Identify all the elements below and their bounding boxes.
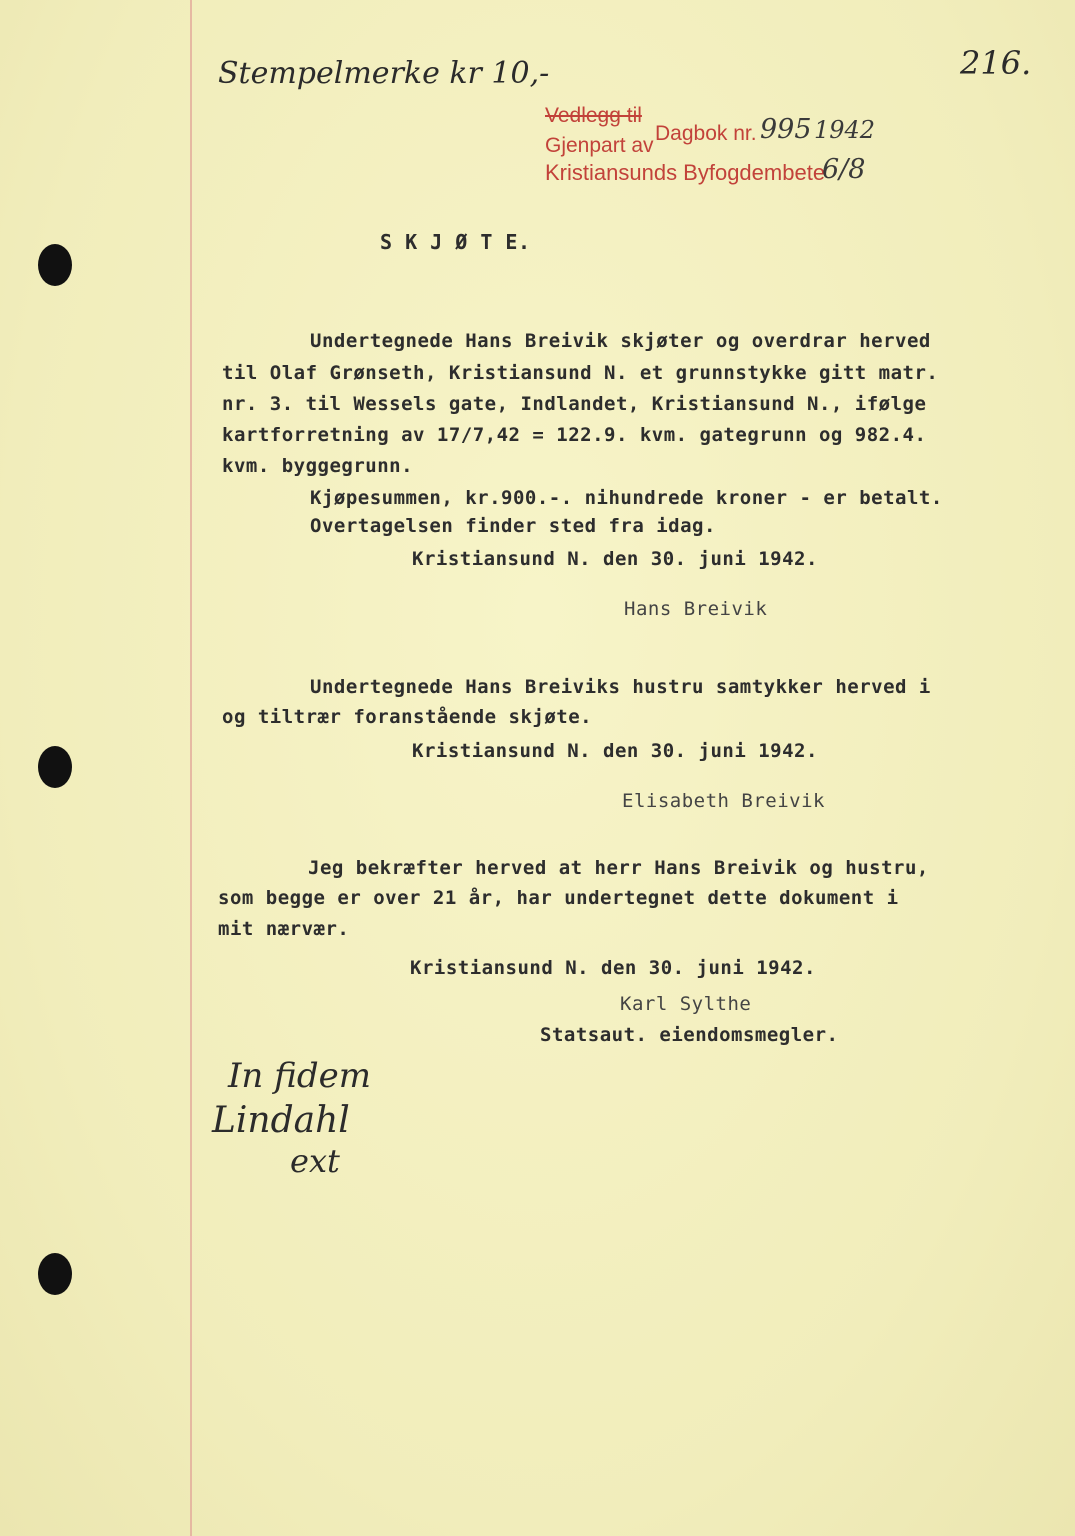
punch-hole (38, 1253, 72, 1295)
signature-broker-title: Statsaut. eiendomsmegler. (540, 1024, 839, 1046)
stamp-dagbok-label: Dagbok nr. (655, 122, 757, 145)
stamp-struck-text: Vedlegg til (545, 104, 642, 127)
stamp-journal-number: 995 (760, 114, 812, 145)
signature-seller: Hans Breivik (624, 598, 768, 620)
body-line: Undertegnede Hans Breivik skjøter og overdrar herved (310, 330, 931, 352)
date-line: Kristiansund N. den 30. juni 1942. (410, 957, 816, 979)
consent-line: og tiltrær foranstående skjøte. (222, 706, 593, 728)
stamp-duty-note: Stempelmerke kr 10,- (218, 56, 550, 91)
witness-line: som begge er over 21 år, har undertegnet dette dokument i (218, 887, 899, 909)
consent-line: Undertegnede Hans Breiviks hustru samtykker herved i (310, 676, 931, 698)
body-line: nr. 3. til Wessels gate, Indlandet, Kristiansund N., ifølge (222, 393, 927, 415)
page-number: 216. (960, 44, 1032, 82)
date-line: Kristiansund N. den 30. juni 1942. (412, 548, 818, 570)
fidem-line: In fidem (228, 1056, 371, 1096)
stamp-office: Kristiansunds Byfogdembete (545, 160, 826, 185)
witness-line: Jeg bekræfter herved at herr Hans Breivik og hustru, (308, 857, 929, 879)
body-line: Kjøpesummen, kr.900.-. nihundrede kroner - er betalt. (310, 487, 943, 509)
body-line: til Olaf Grønseth, Kristiansund N. et grunnstykke gitt matr. (222, 362, 939, 384)
body-line: Overtagelsen finder sted fra idag. (310, 515, 716, 537)
body-line: kartforretning av 17/7,42 = 122.9. kvm. gategrunn og 982.4. (222, 424, 927, 446)
document-title: S K J Ø T E. (380, 230, 531, 254)
date-line: Kristiansund N. den 30. juni 1942. (412, 740, 818, 762)
signature-broker-name: Karl Sylthe (620, 993, 752, 1015)
body-line: kvm. byggegrunn. (222, 455, 414, 477)
punch-hole (38, 244, 72, 286)
stamp-gjenpart: Gjenpart av (545, 134, 654, 157)
witness-line: mit nærvær. (218, 918, 350, 940)
signature-spouse: Elisabeth Breivik (622, 790, 825, 812)
fidem-ext: ext (290, 1142, 340, 1180)
stamp-journal-year: 1942 (814, 116, 876, 144)
stamp-date-note: 6/8 (822, 154, 866, 185)
punch-hole (38, 746, 72, 788)
fidem-signature: Lindahl (212, 1100, 350, 1141)
margin-line (190, 0, 192, 1536)
